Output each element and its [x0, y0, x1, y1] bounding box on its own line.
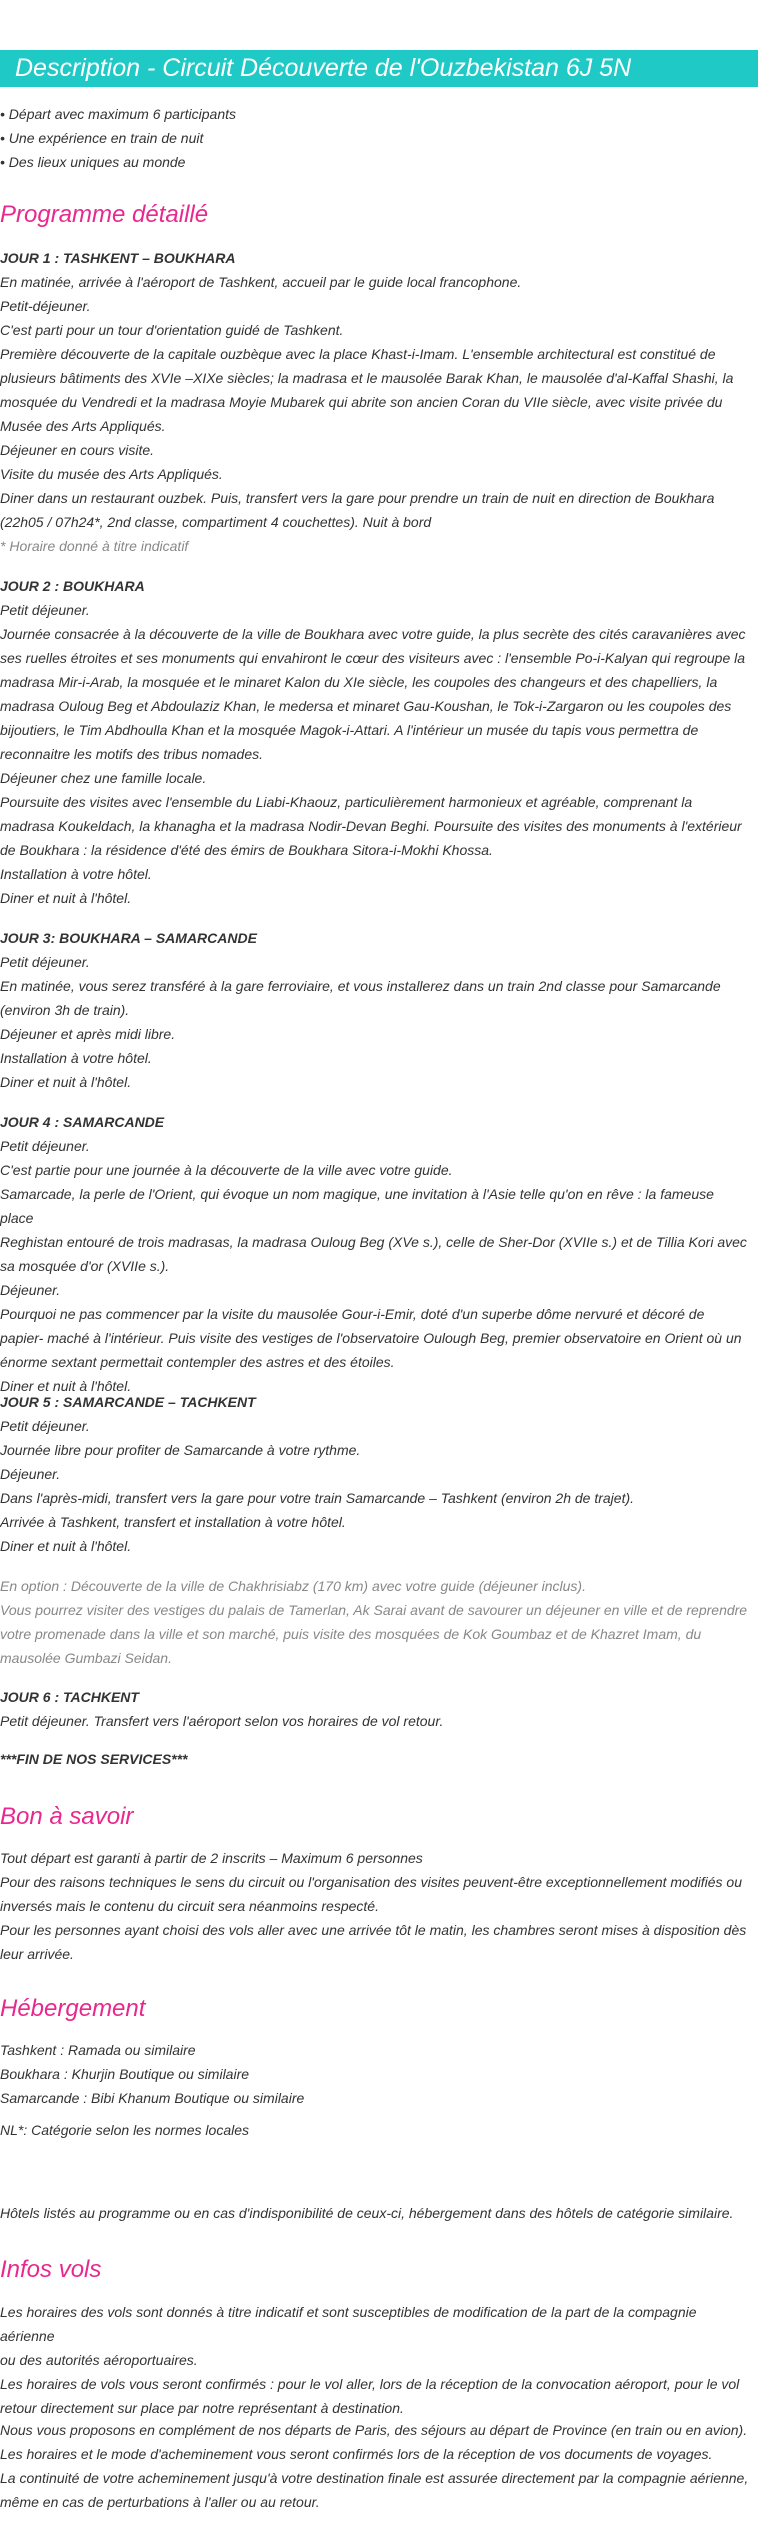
heb-heading: Hébergement: [0, 1995, 146, 2022]
day-line: Diner et nuit à l'hôtel.: [0, 1378, 132, 1394]
day-line: madrasa Mir-i-Arab, la mosquée et le minaret Kalon du XIe siècle, les coupoles des changeurs et des chapelliers, la: [0, 674, 718, 690]
page-title: Description - Circuit Découverte de l'Ouzbekistan 6J 5N: [0, 50, 758, 87]
day-line: énorme sextant permettait contempler des astres et des étoiles.: [0, 1354, 395, 1370]
day-line: de Boukhara : la résidence d'été des émirs de Boukhara Sitora-i-Mokhi Khossa.: [0, 842, 493, 858]
day-4: [0, 1110, 750, 1398]
vols-heading: Infos vols: [0, 2256, 102, 2283]
bon-heading: Bon à savoir: [0, 1803, 134, 1830]
day-line: C'est partie pour une journée à la découverte de la ville avec votre guide.: [0, 1162, 453, 1178]
day-line: Musée des Arts Appliqués.: [0, 418, 166, 434]
day-line: mosquée du Vendredi et la madrasa Moyie Mubarek qui abrite son ancien Coran du VIIe siècle, avec visite privée du: [0, 394, 723, 410]
vols-line: Les horaires des vols sont donnés à titre indicatif et sont susceptibles de modification de la part de la compagnie aérienne: [0, 2304, 697, 2344]
vols-line: ou des autorités aéroportuaires.: [0, 2352, 198, 2368]
end-text: ***FIN DE NOS SERVICES***: [0, 1751, 188, 1767]
heb-line: Samarcande : Bibi Khanum Boutique ou similaire: [0, 2090, 305, 2106]
option-line: Vous pourrez visiter des vestiges du palais de Tamerlan, Ak Sarai avant de savourer un déjeuner en ville et de reprendre: [0, 1602, 748, 1618]
day-5: [0, 1390, 750, 1558]
vols-line: retour directement sur place par notre représentant à destination.: [0, 2400, 404, 2416]
day-6: [0, 1685, 750, 1733]
day-3: [0, 926, 750, 1094]
vols-line: La continuité de votre acheminement jusqu'à votre destination finale est assurée directement par la compagnie aérienne,: [0, 2470, 749, 2486]
programme-heading: Programme détaillé: [0, 201, 209, 228]
highlight-item: • Des lieux uniques au monde: [0, 154, 186, 170]
heb-block: [0, 2038, 750, 2110]
day-line: Pourquoi ne pas commencer par la visite du mausolée Gour-i-Emir, doté d'un superbe dôme nervuré et décoré de: [0, 1306, 705, 1322]
day-line: madrasa Koukeldach, la khanagha et la madrasa Nodir-Devan Beghi. Poursuite des visites des monuments à l'extérieur: [0, 818, 742, 834]
day-line: Déjeuner chez une famille locale.: [0, 770, 207, 786]
day-line: bijoutiers, le Tim Abdhoulla Khan et la mosquée Magok-i-Attari. A l'intérieur un musée du tapis vous permettra de: [0, 722, 699, 738]
day-line: Dans l'après-midi, transfert vers la gare pour votre train Samarcande – Tashkent (environ 2h de trajet).: [0, 1490, 635, 1506]
day-line: plusieurs bâtiments des XVIe –XIXe siècles; la madrasa et le mausolée Barak Khan, le mausolée d'al-Kaffal Shashi, la: [0, 370, 734, 386]
day-line: En matinée, vous serez transféré à la gare ferroviaire, et vous installerez dans un train 2nd classe pour Samarcande: [0, 978, 721, 994]
day-line: Petit-déjeuner.: [0, 298, 91, 314]
heb-footer: Hôtels listés au programme ou en cas d'indisponibilité de ceux-ci, hébergement dans des hôtels de catégorie similaire.: [0, 2205, 734, 2221]
day-line: Petit déjeuner.: [0, 1418, 90, 1434]
day-line: (22h05 / 07h24*, 2nd classe, compartiment 4 couchettes). Nuit à bord: [0, 514, 432, 530]
day-line: Déjeuner et après midi libre.: [0, 1026, 176, 1042]
day-line: (environ 3h de train).: [0, 1002, 130, 1018]
day-line: Visite du musée des Arts Appliqués.: [0, 466, 223, 482]
day-line: Journée libre pour profiter de Samarcande à votre rythme.: [0, 1442, 361, 1458]
day-line: Reghistan entouré de trois madrasas, la madrasa Ouloug Beg (XVe s.), celle de Sher-Dor (XVIIe s.) et de Tillia Kori avec: [0, 1234, 747, 1250]
day-line: Installation à votre hôtel.: [0, 1050, 152, 1066]
day-title: JOUR 2 : BOUKHARA: [0, 578, 145, 594]
heb-note-block: [0, 2118, 750, 2142]
option-line: mausolée Gumbazi Seidan.: [0, 1650, 172, 1666]
highlight-item: • Départ avec maximum 6 participants: [0, 106, 236, 122]
option-line: votre promenade dans la ville et son marché, puis visite des mosquées de Kok Goumbaz et de Khazret Imam, du: [0, 1626, 702, 1642]
day-line: Première découverte de la capitale ouzbèque avec la place Khast-i-Imam. L'ensemble architectural est constitué de: [0, 346, 716, 362]
vols-line: Nous vous proposons en complément de nos départs de Paris, des séjours au départ de Province (en train ou en avion).: [0, 2422, 748, 2438]
bon-line: leur arrivée.: [0, 1946, 74, 1962]
day-title: JOUR 5 : SAMARCANDE – TACHKENT: [0, 1394, 256, 1410]
day-line: Déjeuner.: [0, 1282, 61, 1298]
day-line: ses ruelles étroites et ses monuments qui envahiront le cœur des visiteurs avec : l'ensemble Po-i-Kalyan qui regroupe la: [0, 650, 746, 666]
vols-block-a: [0, 2300, 750, 2420]
day-title: JOUR 3: BOUKHARA – SAMARCANDE: [0, 930, 257, 946]
vols-line: Les horaires de vols vous seront confirmés : pour le vol aller, lors de la réception de la convocation aéroport, pour le vol: [0, 2376, 740, 2392]
day-line: Diner et nuit à l'hôtel.: [0, 1538, 132, 1554]
day-line: papier- maché à l'intérieur. Puis visite des vestiges de l'observatoire Oulough Beg, premier observatoire en Orient où un: [0, 1330, 742, 1346]
day-line: Déjeuner.: [0, 1466, 61, 1482]
day-line: Arrivée à Tashkent, transfert et installation à votre hôtel.: [0, 1514, 346, 1530]
day-line: Petit déjeuner.: [0, 954, 90, 970]
day-line: En matinée, arrivée à l'aéroport de Tashkent, accueil par le guide local francophone.: [0, 274, 522, 290]
end-of-services: [0, 1747, 750, 1771]
option-line: En option : Découverte de la ville de Chakhrisiabz (170 km) avec votre guide (déjeuner inclus).: [0, 1578, 586, 1594]
bon-line: Tout départ est garanti à partir de 2 inscrits – Maximum 6 personnes: [0, 1850, 423, 1866]
bon-line: inversés mais le contenu du circuit sera néanmoins respecté.: [0, 1898, 379, 1914]
day-2: [0, 574, 750, 910]
heb-note: NL*: Catégorie selon les normes locales: [0, 2122, 250, 2138]
day-line: Diner et nuit à l'hôtel.: [0, 890, 132, 906]
day-line: Samarcade, la perle de l'Orient, qui évoque un nom magique, une invitation à l'Asie telle qu'on en rêve : la fameuse place: [0, 1186, 714, 1226]
day-line: sa mosquée d'or (XVIIe s.).: [0, 1258, 170, 1274]
vols-block-b: [0, 2418, 750, 2514]
day-line: Petit déjeuner. Transfert vers l'aéroport selon vos horaires de vol retour.: [0, 1713, 444, 1729]
day-line: Journée consacrée à la découverte de la ville de Boukhara avec votre guide, la plus secrète des cités caravanières avec: [0, 626, 746, 642]
bon-line: Pour des raisons techniques le sens du circuit ou l'organisation des visites peuvent-être exceptionnellement modifiés ou: [0, 1874, 742, 1890]
day-line: Installation à votre hôtel.: [0, 866, 152, 882]
heb-line: Tashkent : Ramada ou similaire: [0, 2042, 196, 2058]
highlights-list: [0, 102, 750, 174]
highlight-item: • Une expérience en train de nuit: [0, 130, 204, 146]
day-line: madrasa Ouloug Beg et Abdoulaziz Khan, le medersa et minaret Gau-Koushan, le Tok-i-Zargaron ou les coupoles des: [0, 698, 732, 714]
day-title: JOUR 6 : TACHKENT: [0, 1689, 139, 1705]
day-title: JOUR 1 : TASHKENT – BOUKHARA: [0, 250, 236, 266]
day-line: Petit déjeuner.: [0, 1138, 90, 1154]
bon-block: [0, 1846, 750, 1966]
day-line: Poursuite des visites avec l'ensemble du Liabi-Khaouz, particulièrement harmonieux et agréable, comprenant la: [0, 794, 693, 810]
option-block: [0, 1574, 750, 1670]
day-line: C'est parti pour un tour d'orientation guidé de Tashkent.: [0, 322, 344, 338]
day-line: reconnaitre les motifs des tribus nomades.: [0, 746, 264, 762]
day-title: JOUR 4 : SAMARCANDE: [0, 1114, 165, 1130]
day-1: [0, 246, 750, 558]
day-line: Déjeuner en cours visite.: [0, 442, 155, 458]
day-line: Petit déjeuner.: [0, 602, 90, 618]
vols-line: même en cas de perturbations à l'aller ou au retour.: [0, 2494, 320, 2510]
vols-line: Les horaires et le mode d'acheminement vous seront confirmés lors de la réception de vos documents de voyages.: [0, 2446, 713, 2462]
day-line: Diner et nuit à l'hôtel.: [0, 1074, 132, 1090]
heb-line: Boukhara : Khurjin Boutique ou similaire: [0, 2066, 250, 2082]
day-line: Diner dans un restaurant ouzbek. Puis, transfert vers la gare pour prendre un train de nuit en direction de Boukhara: [0, 490, 715, 506]
heb-footer-block: [0, 2201, 750, 2225]
day-note: * Horaire donné à titre indicatif: [0, 538, 189, 554]
bon-line: Pour les personnes ayant choisi des vols aller avec une arrivée tôt le matin, les chambres seront mises à disposition dès: [0, 1922, 747, 1938]
